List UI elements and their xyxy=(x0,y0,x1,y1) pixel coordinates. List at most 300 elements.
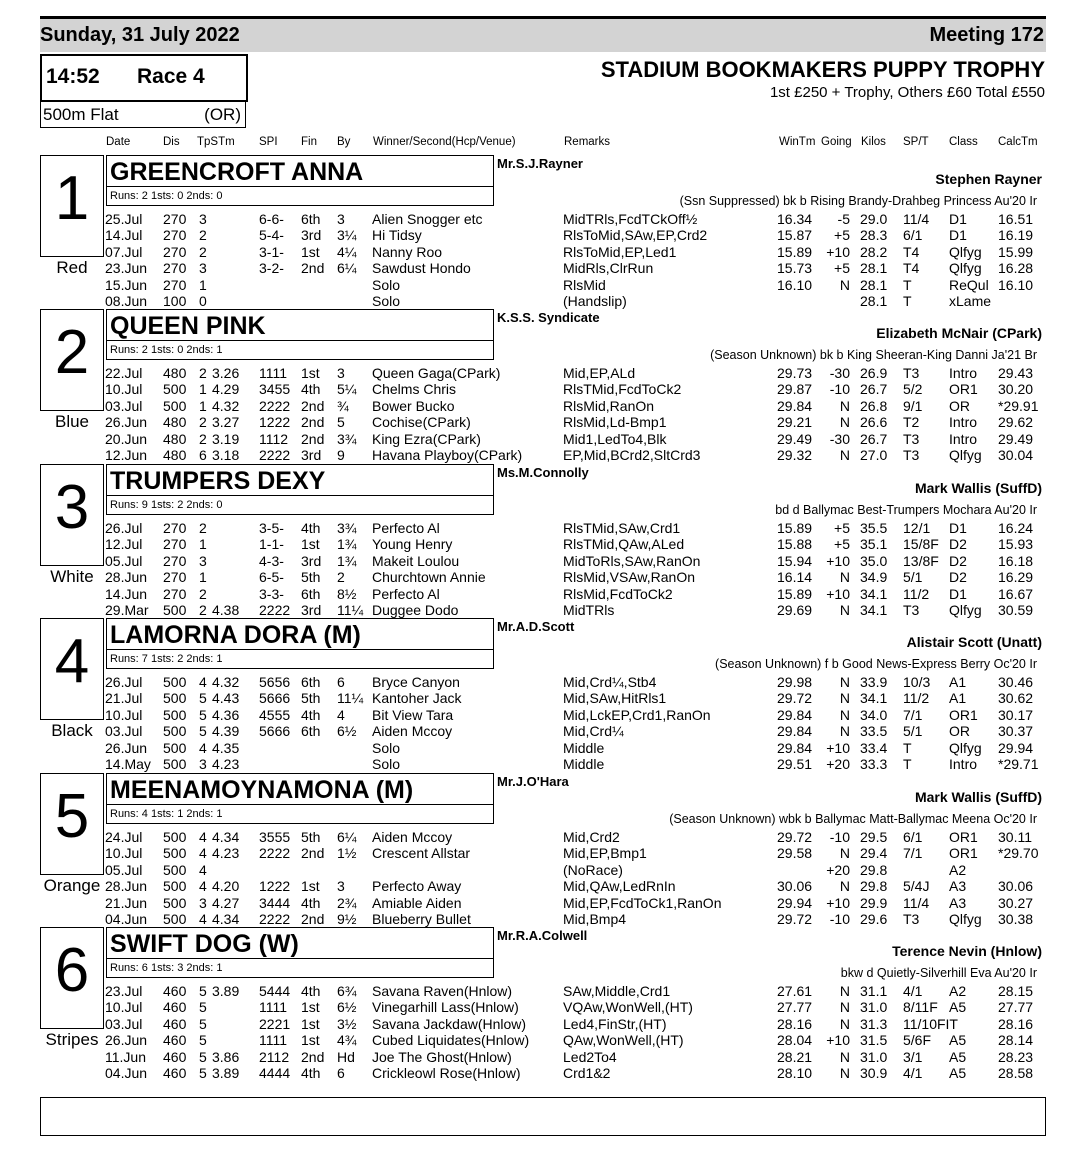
form-kilos: 34.1 xyxy=(860,586,888,602)
form-win-time: 29.32 xyxy=(777,447,813,463)
form-distance: 500 xyxy=(163,878,187,894)
form-finish: 1st xyxy=(301,244,320,260)
runs-summary: Runs: 2 1sts: 0 2nds: 0 xyxy=(110,190,223,202)
form-class: A3 xyxy=(949,878,967,894)
form-distance-beaten: 9 xyxy=(337,447,345,463)
dog-name-box xyxy=(106,618,494,669)
trap-colour: Stripes xyxy=(45,1030,99,1049)
form-remarks: Mid,Crd2 xyxy=(563,829,620,845)
form-calc-time: 30.62 xyxy=(998,690,1034,706)
form-win-time: 28.21 xyxy=(777,1049,813,1065)
form-class: A5 xyxy=(949,1049,967,1065)
form-distance: 480 xyxy=(163,431,187,447)
form-trap: 4 xyxy=(199,862,207,878)
trainer-name: Mark Wallis (SuffD) xyxy=(914,789,1042,805)
form-calc-time: 30.11 xyxy=(998,829,1032,845)
trainer-name: Mark Wallis (SuffD) xyxy=(914,480,1042,496)
form-date: 26.Jul xyxy=(105,520,143,536)
form-distance: 460 xyxy=(163,1065,187,1081)
form-starting-price: 5/6F xyxy=(903,1032,932,1048)
form-starting-price: T2 xyxy=(903,414,920,430)
form-class: ReQul xyxy=(949,277,989,293)
form-distance-beaten: 9½ xyxy=(337,911,357,927)
form-distance: 270 xyxy=(163,277,187,293)
trap-number: 3 xyxy=(54,473,90,542)
form-kilos: 31.1 xyxy=(860,983,888,999)
form-starting-price: 5/4J xyxy=(903,878,930,894)
form-distance: 270 xyxy=(163,569,187,585)
form-sectional-time: 4.36 xyxy=(212,707,240,723)
form-calc-time: 30.06 xyxy=(998,878,1034,894)
form-going: N xyxy=(839,398,850,414)
form-distance-beaten: 4 xyxy=(337,707,345,723)
form-win-time: 28.16 xyxy=(777,1016,813,1032)
form-calc-time: 16.29 xyxy=(998,569,1034,585)
form-calc-time: 30.27 xyxy=(998,895,1034,911)
form-win-time: 15.89 xyxy=(777,244,813,260)
form-date: 12.Jun xyxy=(105,447,148,463)
form-row xyxy=(0,674,1079,690)
form-sectional-time: 3.27 xyxy=(212,414,240,430)
form-split-positions: 5666 xyxy=(259,690,291,706)
meeting-header-bar xyxy=(40,19,1046,52)
form-finish: 2nd xyxy=(301,845,325,861)
form-sectional-time: 4.34 xyxy=(212,829,240,845)
form-remarks: Mid,EP,FcdToCk1,RanOn xyxy=(563,895,722,911)
form-distance-beaten: 1½ xyxy=(337,845,357,861)
form-trap: 5 xyxy=(199,999,207,1015)
runs-summary: Runs: 2 1sts: 0 2nds: 1 xyxy=(110,344,223,356)
owner-name: K.S.S. Syndicate xyxy=(497,310,600,325)
form-trap: 5 xyxy=(199,1065,207,1081)
form-split-positions: 3-5- xyxy=(259,520,284,536)
form-remarks: Mid,Crd¼ xyxy=(563,723,624,739)
form-remarks: Mid,EP,ALd xyxy=(563,365,636,381)
form-remarks: RlsMid xyxy=(563,277,606,293)
form-distance-beaten: 6 xyxy=(337,674,345,690)
form-distance-beaten: 3¾ xyxy=(337,520,357,536)
form-remarks: Led4,FinStr,(HT) xyxy=(563,1016,667,1032)
name-box-divider xyxy=(107,495,493,496)
form-distance: 270 xyxy=(163,211,187,227)
form-starting-price: T xyxy=(903,756,912,772)
form-remarks: Mid1,LedTo4,Blk xyxy=(563,431,667,447)
form-split-positions: 2221 xyxy=(259,1016,291,1032)
form-winner-second: Perfecto Away xyxy=(372,878,462,894)
form-trap: 3 xyxy=(199,553,207,569)
form-finish: 3rd xyxy=(301,447,322,463)
form-date: 10.Jul xyxy=(105,381,143,397)
form-win-time: 16.14 xyxy=(777,569,813,585)
form-kilos: 29.8 xyxy=(860,862,888,878)
form-winner-second: Amiable Aiden xyxy=(372,895,462,911)
form-row xyxy=(0,398,1079,414)
form-starting-price: 10/3 xyxy=(903,674,931,690)
form-distance: 480 xyxy=(163,447,187,463)
form-trap: 5 xyxy=(199,983,207,999)
form-trap: 1 xyxy=(199,536,207,552)
form-starting-price: 7/1 xyxy=(903,845,923,861)
form-going: N xyxy=(839,983,850,999)
form-row xyxy=(0,244,1079,260)
form-winner-second: Hi Tidsy xyxy=(372,227,422,243)
form-split-positions: 5-4- xyxy=(259,227,284,243)
form-trap: 5 xyxy=(199,723,207,739)
form-going: +10 xyxy=(826,740,850,756)
form-remarks: EP,Mid,BCrd2,SltCrd3 xyxy=(563,447,701,463)
form-kilos: 31.0 xyxy=(860,999,888,1015)
dog-name: QUEEN PINK xyxy=(110,312,266,340)
form-sectional-time: 4.38 xyxy=(212,602,240,618)
form-going: N xyxy=(839,414,850,430)
trap-colour: Black xyxy=(51,721,93,740)
form-distance-beaten: 3 xyxy=(337,365,345,381)
form-starting-price: 4/1 xyxy=(903,983,923,999)
form-winner-second: Churchtown Annie xyxy=(372,569,486,585)
form-remarks: RlsTMid,QAw,ALed xyxy=(563,536,685,552)
trainer-name: Elizabeth McNair (CPark) xyxy=(876,325,1042,341)
form-starting-price: T3 xyxy=(903,431,920,447)
form-kilos: 26.8 xyxy=(860,398,888,414)
form-row xyxy=(0,829,1079,845)
form-finish: 1st xyxy=(301,999,320,1015)
form-remarks: MidRls,ClrRun xyxy=(563,260,654,276)
form-row xyxy=(0,277,1079,293)
form-split-positions: 1111 xyxy=(259,365,288,381)
owner-name: Ms.M.Connolly xyxy=(497,465,589,480)
form-winner-second: Makeit Loulou xyxy=(372,553,460,569)
name-box-divider xyxy=(107,186,493,187)
form-distance: 500 xyxy=(163,756,187,772)
form-split-positions: 5656 xyxy=(259,674,291,690)
form-winner-second: Aiden Mccoy xyxy=(372,723,453,739)
trap-colour: Red xyxy=(56,258,88,277)
form-distance-beaten: 4¼ xyxy=(337,244,357,260)
form-distance-beaten: 8½ xyxy=(337,586,357,602)
form-distance-beaten: 3¾ xyxy=(337,431,357,447)
form-starting-price: 3/1 xyxy=(903,1049,923,1065)
trap-number: 5 xyxy=(54,782,90,851)
form-sectional-time: 4.32 xyxy=(212,674,240,690)
form-distance-beaten: 5¼ xyxy=(337,381,357,397)
form-split-positions: 5444 xyxy=(259,983,291,999)
form-split-positions: 1112 xyxy=(259,431,289,447)
breeding-info: bkw d Quietly-Silverhill Eva Au'20 Ir xyxy=(840,966,1037,980)
form-sectional-time: 4.27 xyxy=(212,895,240,911)
form-row xyxy=(0,293,1079,309)
form-kilos: 27.0 xyxy=(860,447,888,463)
dog-name-box xyxy=(106,155,494,206)
form-starting-price: 4/1 xyxy=(903,1065,923,1081)
form-date: 28.Jun xyxy=(105,878,148,894)
form-split-positions: 3444 xyxy=(259,895,291,911)
form-class: D1 xyxy=(949,211,967,227)
race-grade: (OR) xyxy=(204,105,241,124)
form-starting-price: 7/1 xyxy=(903,707,923,723)
form-split-positions: 3455 xyxy=(259,381,291,397)
form-distance-beaten: 1¾ xyxy=(337,553,357,569)
form-split-positions: 2112 xyxy=(259,1049,290,1065)
form-win-time: 29.84 xyxy=(777,723,813,739)
form-win-time: 15.94 xyxy=(777,553,813,569)
form-distance-beaten: 6½ xyxy=(337,723,357,739)
form-trap: 2 xyxy=(199,602,207,618)
form-kilos: 29.4 xyxy=(860,845,888,861)
form-calc-time: 30.20 xyxy=(998,381,1034,397)
form-date: 04.Jun xyxy=(105,1065,148,1081)
race-distance: 500m Flat xyxy=(43,105,119,124)
form-going: +5 xyxy=(834,536,850,552)
form-split-positions: 2222 xyxy=(259,398,291,414)
form-finish: 1st xyxy=(301,365,320,381)
form-split-positions: 6-5- xyxy=(259,569,284,585)
form-distance: 500 xyxy=(163,829,187,845)
form-distance: 500 xyxy=(163,707,187,723)
column-header-dis: Dis xyxy=(163,136,180,148)
form-row xyxy=(0,999,1079,1015)
column-header-winner: Winner/Second(Hcp/Venue) xyxy=(373,136,516,148)
form-distance: 270 xyxy=(163,553,187,569)
form-trap: 5 xyxy=(199,1049,207,1065)
form-trap: 3 xyxy=(199,211,207,227)
form-kilos: 35.0 xyxy=(860,553,888,569)
form-distance: 480 xyxy=(163,414,187,430)
form-class: Qlfyg xyxy=(949,740,982,756)
form-going: -30 xyxy=(829,365,850,381)
form-sectional-time: 3.86 xyxy=(212,1049,240,1065)
race-distance-box xyxy=(40,100,246,128)
form-win-time: 29.98 xyxy=(777,674,813,690)
form-calc-time: 16.67 xyxy=(998,586,1034,602)
form-winner-second: Solo xyxy=(372,740,401,756)
form-finish: 2nd xyxy=(301,398,325,414)
form-win-time: 15.89 xyxy=(777,520,813,536)
form-trap: 2 xyxy=(199,414,207,430)
column-header-wintm: WinTm xyxy=(779,136,816,148)
form-trap: 5 xyxy=(199,1016,207,1032)
trap-number: 1 xyxy=(54,164,90,233)
form-class: D1 xyxy=(949,586,967,602)
form-kilos: 34.9 xyxy=(860,569,888,585)
race-number: Race 4 xyxy=(137,65,205,88)
form-starting-price: T4 xyxy=(903,244,920,260)
form-kilos: 33.4 xyxy=(860,740,888,756)
form-win-time: 29.21 xyxy=(777,414,813,430)
dog-name-box xyxy=(106,773,494,824)
breeding-info: (Season Unknown) wbk b Ballymac Matt-Ballymac Meena Oc'20 Ir xyxy=(669,812,1037,826)
form-finish: 6th xyxy=(301,586,321,602)
trap-number: 4 xyxy=(54,627,90,696)
form-remarks: Mid,QAw,LedRnIn xyxy=(563,878,676,894)
form-row xyxy=(0,431,1079,447)
form-distance-beaten: 6¼ xyxy=(337,829,357,845)
form-kilos: 28.1 xyxy=(860,277,888,293)
form-distance: 480 xyxy=(163,365,187,381)
form-win-time: 29.84 xyxy=(777,707,813,723)
form-row xyxy=(0,447,1079,463)
trap-colour: Orange xyxy=(43,876,101,895)
form-kilos: 34.1 xyxy=(860,602,888,618)
form-row xyxy=(0,586,1079,602)
column-header-calctm: CalcTm xyxy=(998,136,1038,148)
form-kilos: 30.9 xyxy=(860,1065,888,1081)
form-winner-second: Sawdust Hondo xyxy=(372,260,471,276)
form-win-time: 27.77 xyxy=(777,999,813,1015)
race-title: STADIUM BOOKMAKERS PUPPY TROPHY xyxy=(600,57,1045,82)
meeting-date: Sunday, 31 July 2022 xyxy=(40,24,240,46)
form-distance: 500 xyxy=(163,398,187,414)
form-date: 05.Jul xyxy=(105,862,143,878)
form-going: -30 xyxy=(829,431,850,447)
form-distance-beaten: 3 xyxy=(337,878,345,894)
form-win-time: 29.84 xyxy=(777,398,813,414)
dog-name: GREENCROFT ANNA xyxy=(110,158,364,186)
form-split-positions: 3-1- xyxy=(259,244,284,260)
form-kilos: 28.1 xyxy=(860,293,888,309)
form-finish: 5th xyxy=(301,690,321,706)
form-going: +5 xyxy=(834,260,850,276)
form-finish: 1st xyxy=(301,1016,320,1032)
form-finish: 1st xyxy=(301,536,320,552)
form-win-time: 29.69 xyxy=(777,602,813,618)
form-date: 23.Jun xyxy=(105,260,148,276)
form-finish: 3rd xyxy=(301,602,322,618)
form-starting-price: 5/1 xyxy=(903,569,923,585)
form-row xyxy=(0,756,1079,772)
form-remarks: Mid,Crd¼,Stb4 xyxy=(563,674,657,690)
form-remarks: Led2To4 xyxy=(563,1049,617,1065)
form-winner-second: Duggee Dodo xyxy=(372,602,459,618)
form-date: 25.Jul xyxy=(105,211,143,227)
form-sectional-time: 4.39 xyxy=(212,723,240,739)
form-trap: 1 xyxy=(199,277,207,293)
form-trap: 2 xyxy=(199,227,207,243)
form-starting-price: 11/2 xyxy=(903,586,930,602)
form-class: OR1 xyxy=(949,829,978,845)
form-trap: 3 xyxy=(199,260,207,276)
form-date: 26.Jun xyxy=(105,1032,148,1048)
runs-summary: Runs: 9 1sts: 2 2nds: 0 xyxy=(110,499,223,511)
form-starting-price: T3 xyxy=(903,911,920,927)
form-starting-price: 12/1 xyxy=(903,520,931,536)
meeting-number: Meeting 172 xyxy=(929,24,1044,46)
form-sectional-time: 4.29 xyxy=(212,381,240,397)
form-winner-second: King Ezra(CPark) xyxy=(372,431,481,447)
form-date: 12.Jul xyxy=(105,536,143,552)
runs-summary: Runs: 6 1sts: 3 2nds: 1 xyxy=(110,962,223,974)
form-starting-price: 6/1 xyxy=(903,829,923,845)
form-class: Intro xyxy=(949,431,978,447)
form-trap: 5 xyxy=(199,690,207,706)
form-distance-beaten: ¾ xyxy=(337,398,349,414)
form-going: +10 xyxy=(826,895,850,911)
name-box-divider xyxy=(107,340,493,341)
form-sectional-time: 4.35 xyxy=(212,740,240,756)
form-class: Qlfyg xyxy=(949,260,982,276)
form-distance: 500 xyxy=(163,911,187,927)
form-date: 26.Jun xyxy=(105,414,148,430)
form-winner-second: Perfecto Al xyxy=(372,520,440,536)
form-starting-price: 13/8F xyxy=(903,553,939,569)
form-distance-beaten: 5 xyxy=(337,414,345,430)
column-header-spt: SP/T xyxy=(903,136,929,148)
form-remarks: Mid,Bmp4 xyxy=(563,911,627,927)
form-remarks: Mid,EP,Bmp1 xyxy=(563,845,647,861)
form-date: 24.Jul xyxy=(105,829,143,845)
form-going: +10 xyxy=(826,586,850,602)
form-trap: 4 xyxy=(199,845,207,861)
trap-number: 6 xyxy=(54,936,90,1005)
form-distance: 460 xyxy=(163,999,187,1015)
form-class: OR1 xyxy=(949,845,978,861)
form-starting-price: 11/4 xyxy=(903,895,930,911)
form-row xyxy=(0,602,1079,618)
form-starting-price: 8/11F xyxy=(903,999,938,1015)
form-calc-time: 16.18 xyxy=(998,553,1034,569)
form-finish: 4th xyxy=(301,707,321,723)
form-going: N xyxy=(839,690,850,706)
form-distance: 500 xyxy=(163,862,187,878)
dog-name-box xyxy=(106,309,494,360)
form-distance-beaten: 6½ xyxy=(337,999,357,1015)
form-distance-beaten: 2¾ xyxy=(337,895,357,911)
form-class: Intro xyxy=(949,414,978,430)
form-remarks: RlsMid,VSAw,RanOn xyxy=(563,569,696,585)
form-class: A5 xyxy=(949,1065,967,1081)
form-date: 20.Jun xyxy=(105,431,148,447)
form-going: N xyxy=(839,447,850,463)
form-distance-beaten: 3 xyxy=(337,211,345,227)
trap-colour: Blue xyxy=(54,412,90,431)
form-row xyxy=(0,414,1079,430)
form-class: D2 xyxy=(949,536,967,552)
form-class: Qlfyg xyxy=(949,602,982,618)
form-going: N xyxy=(839,707,850,723)
form-winner-second: Crickleowl Rose(Hnlow) xyxy=(372,1065,521,1081)
form-date: 14.May xyxy=(105,756,151,772)
form-going: N xyxy=(839,1016,850,1032)
trainer-name: Terence Nevin (Hnlow) xyxy=(892,943,1042,959)
form-class: D2 xyxy=(949,553,967,569)
form-finish: 2nd xyxy=(301,431,325,447)
form-calc-time: 28.23 xyxy=(998,1049,1034,1065)
form-distance: 270 xyxy=(163,586,187,602)
form-calc-time: 15.99 xyxy=(998,244,1034,260)
form-class: A2 xyxy=(949,983,967,999)
form-going: +20 xyxy=(826,756,850,772)
form-class: Qlfyg xyxy=(949,911,982,927)
form-win-time: 15.89 xyxy=(777,586,813,602)
form-trap: 4 xyxy=(199,674,207,690)
form-distance: 460 xyxy=(163,1049,187,1065)
form-winner-second: Cubed Liquidates(Hnlow) xyxy=(372,1032,530,1048)
form-distance: 500 xyxy=(163,845,187,861)
dog-name: MEENAMOYNAMONA (M) xyxy=(110,776,414,804)
form-calc-time: 29.49 xyxy=(998,431,1034,447)
form-kilos: 29.5 xyxy=(860,829,888,845)
form-distance: 500 xyxy=(163,740,187,756)
form-calc-time: 16.28 xyxy=(998,260,1034,276)
form-going: N xyxy=(839,845,850,861)
runs-summary: Runs: 4 1sts: 1 2nds: 1 xyxy=(110,808,223,820)
dog-name-box xyxy=(106,464,494,515)
form-class: A1 xyxy=(949,690,967,706)
form-calc-time: 15.93 xyxy=(998,536,1034,552)
breeding-info: (Season Unknown) bk b King Sheeran-King Danni Ja'21 Br xyxy=(710,348,1037,362)
form-split-positions: 1222 xyxy=(259,414,291,430)
footer-box xyxy=(40,1097,1046,1136)
form-class: Qlfyg xyxy=(949,244,982,260)
